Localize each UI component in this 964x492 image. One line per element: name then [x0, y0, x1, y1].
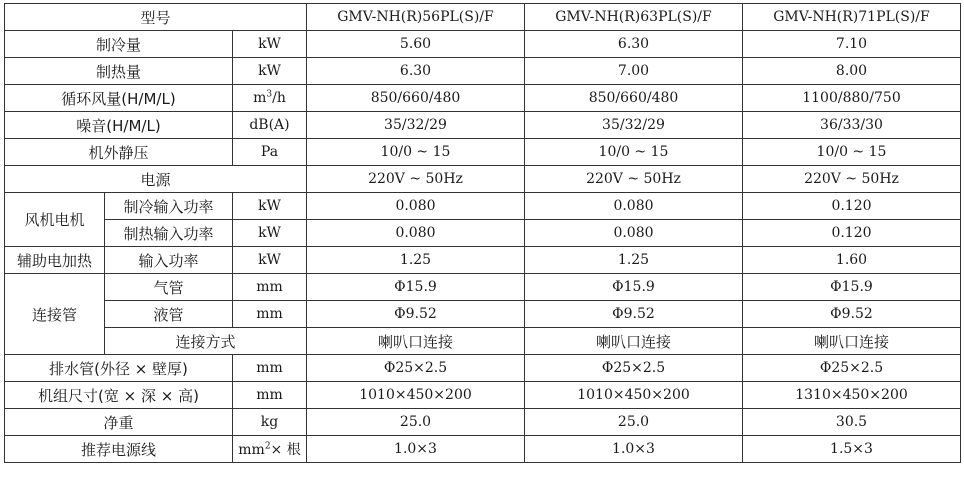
row-label: 机组尺寸(宽 × 深 × 高) — [5, 382, 233, 409]
cell-value: Φ15.9 — [307, 274, 525, 301]
unit-superscript: 3 — [266, 89, 273, 100]
model-name: GMV-NH(R)63PL(S)/F — [525, 4, 743, 31]
table-row-fan-cooling-input — [5, 193, 961, 220]
unit-tail: /h — [272, 90, 286, 106]
unit-tail: × 根 — [270, 442, 301, 458]
row-label: 推荐电源线 — [5, 436, 233, 463]
spec-table — [4, 3, 961, 463]
cell-value: 5.60 — [307, 31, 525, 58]
cell-value: 0.120 — [743, 220, 961, 247]
cell-value: 7.00 — [525, 58, 743, 85]
row-unit: mm — [233, 355, 307, 382]
row-unit: kW — [233, 247, 307, 274]
cell-value: 喇叭口连接 — [743, 328, 961, 355]
cell-value: 1.0×3 — [525, 436, 743, 463]
cell-value: 7.10 — [743, 31, 961, 58]
cell-value: 36/33/30 — [743, 112, 961, 139]
table-row-net-weight — [5, 409, 961, 436]
row-label: 净重 — [5, 409, 233, 436]
table-row-aux-heater — [5, 247, 961, 274]
group-label: 连接管 — [5, 274, 105, 355]
row-label: 输入功率 — [105, 247, 233, 274]
cell-value: 6.30 — [525, 31, 743, 58]
cell-value: 35/32/29 — [307, 112, 525, 139]
table-row-connection-method — [5, 328, 961, 355]
cell-value: 1010×450×200 — [307, 382, 525, 409]
cell-value: 25.0 — [525, 409, 743, 436]
cell-value: Φ9.52 — [743, 301, 961, 328]
table-row-cooling — [5, 31, 961, 58]
cell-value: 850/660/480 — [525, 85, 743, 112]
cell-value: Φ15.9 — [743, 274, 961, 301]
group-label: 风机电机 — [5, 193, 105, 247]
cell-value: 0.080 — [525, 193, 743, 220]
table-row-fan-heating-input — [5, 220, 961, 247]
cell-value: Φ25×2.5 — [307, 355, 525, 382]
cell-value: 6.30 — [307, 58, 525, 85]
row-label: 制热输入功率 — [105, 220, 233, 247]
spec-table-container — [4, 3, 961, 463]
cell-value: Φ25×2.5 — [525, 355, 743, 382]
table-row-airflow — [5, 85, 961, 112]
cell-value: 喇叭口连接 — [525, 328, 743, 355]
table-row-gas-pipe — [5, 274, 961, 301]
cell-value: 10/0 ~ 15 — [307, 139, 525, 166]
row-unit — [233, 85, 307, 112]
row-unit: kW — [233, 58, 307, 85]
cell-value: 10/0 ~ 15 — [525, 139, 743, 166]
unit-superscript: 2 — [264, 441, 271, 452]
cell-value: 0.080 — [525, 220, 743, 247]
row-label: 连接方式 — [105, 328, 307, 355]
row-unit: dB(A) — [233, 112, 307, 139]
row-label: 机外静压 — [5, 139, 233, 166]
cell-value: 1.25 — [307, 247, 525, 274]
cell-value: Φ15.9 — [525, 274, 743, 301]
row-label: 制冷输入功率 — [105, 193, 233, 220]
row-label: 气管 — [105, 274, 233, 301]
cell-value: Φ25×2.5 — [743, 355, 961, 382]
table-row-heating — [5, 58, 961, 85]
cell-value: 220V ~ 50Hz — [525, 166, 743, 193]
cell-value: 10/0 ~ 15 — [743, 139, 961, 166]
row-label: 排水管(外径 × 壁厚) — [5, 355, 233, 382]
table-row-power-cable — [5, 436, 961, 463]
header-model-label: 型号 — [5, 4, 307, 31]
table-row-liquid-pipe — [5, 301, 961, 328]
cell-value: 0.080 — [307, 220, 525, 247]
cell-value: 0.120 — [743, 193, 961, 220]
table-row-model — [5, 4, 961, 31]
table-row-drain — [5, 355, 961, 382]
cell-value: 850/660/480 — [307, 85, 525, 112]
table-row-power-supply — [5, 166, 961, 193]
cell-value: Φ9.52 — [307, 301, 525, 328]
cell-value: 1100/880/750 — [743, 85, 961, 112]
cell-value: 0.080 — [307, 193, 525, 220]
cell-value: 220V ~ 50Hz — [307, 166, 525, 193]
model-name: GMV-NH(R)56PL(S)/F — [307, 4, 525, 31]
cell-value: Φ9.52 — [525, 301, 743, 328]
row-unit: kg — [233, 409, 307, 436]
row-unit: kW — [233, 193, 307, 220]
cell-value: 220V ~ 50Hz — [743, 166, 961, 193]
cell-value: 1.5×3 — [743, 436, 961, 463]
unit-base: mm — [238, 442, 265, 458]
cell-value: 1.0×3 — [307, 436, 525, 463]
cell-value: 1.60 — [743, 247, 961, 274]
row-unit: Pa — [233, 139, 307, 166]
cell-value: 喇叭口连接 — [307, 328, 525, 355]
cell-value: 1.25 — [525, 247, 743, 274]
cell-value: 8.00 — [743, 58, 961, 85]
row-unit: mm — [233, 301, 307, 328]
table-row-noise — [5, 112, 961, 139]
cell-value: 1310×450×200 — [743, 382, 961, 409]
row-unit: kW — [233, 220, 307, 247]
row-label: 液管 — [105, 301, 233, 328]
row-label: 制热量 — [5, 58, 233, 85]
cell-value: 1010×450×200 — [525, 382, 743, 409]
row-unit: mm — [233, 274, 307, 301]
unit-base: m — [253, 90, 267, 106]
group-label: 辅助电加热 — [5, 247, 105, 274]
cell-value: 35/32/29 — [525, 112, 743, 139]
model-name: GMV-NH(R)71PL(S)/F — [743, 4, 961, 31]
table-row-dimensions — [5, 382, 961, 409]
row-label: 噪音(H/M/L) — [5, 112, 233, 139]
row-unit — [233, 436, 307, 463]
row-unit: mm — [233, 382, 307, 409]
row-label: 电源 — [5, 166, 307, 193]
row-label: 循环风量(H/M/L) — [5, 85, 233, 112]
table-row-static-pressure — [5, 139, 961, 166]
cell-value: 30.5 — [743, 409, 961, 436]
cell-value: 25.0 — [307, 409, 525, 436]
row-unit: kW — [233, 31, 307, 58]
row-label: 制冷量 — [5, 31, 233, 58]
